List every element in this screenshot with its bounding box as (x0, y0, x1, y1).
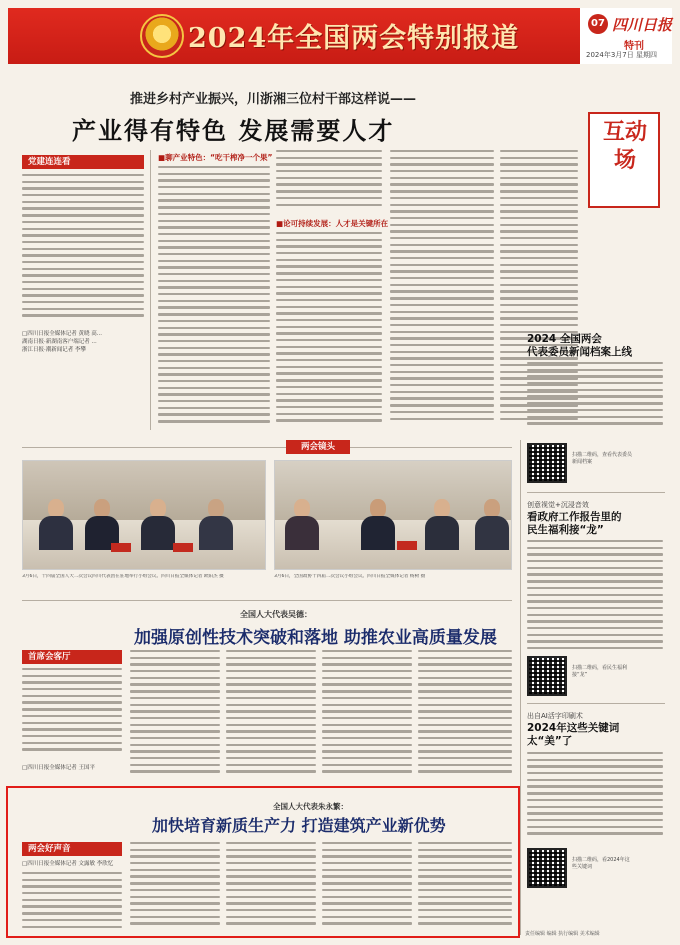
rail-item-2-headline[interactable]: 看政府工作报告里的 民生福利接“龙” (527, 511, 622, 536)
middle-column-2 (130, 650, 220, 778)
qr-code-icon[interactable] (527, 656, 567, 696)
cppcc-emblem-icon (140, 14, 184, 58)
page-footer: 责任编辑 编辑 执行编辑 美术编辑 (525, 931, 600, 937)
bottom-column-4 (322, 842, 412, 932)
lead-kicker: 推进乡村产业振兴，川浙湘三位村干部这样说—— (130, 92, 417, 107)
bottom-headline: 加快培育新质生产力 打造建筑产业新优势 (152, 816, 446, 835)
photo-left[interactable] (22, 460, 266, 570)
lead-column-2 (158, 166, 270, 431)
rail-item-1-body (527, 362, 663, 432)
lead-column-1 (22, 174, 144, 324)
qr-code-icon[interactable] (527, 443, 567, 483)
photo-right-caption: 3月6日，全国政协十四届二次会议小组会议。四川日报全媒体记者 杨树 摄 (274, 574, 426, 579)
page-number: 07 (588, 14, 608, 34)
middle-column-5 (418, 650, 512, 778)
masthead-banner (8, 8, 672, 64)
bottom-column-3 (226, 842, 316, 932)
middle-kicker: 全国人大代表吴德： (240, 610, 312, 619)
lead-subhead-2: ■论可持续发展：人才是关键所在 (276, 219, 389, 228)
lead-column-3a (276, 150, 382, 212)
qr-note-3: 扫描二维码，看2024年这些关键词 (572, 857, 630, 870)
lead-subhead-1: ■聊产业特色：“吃干榨净一个果” (158, 153, 273, 162)
edition-label: 特刊 (624, 41, 644, 52)
rail-item-3-kicker: 出自AI活字印刷术 (527, 712, 583, 720)
interact-label: 互动场 (602, 119, 647, 173)
issue-date: 2024年3月7日 星期四 (586, 51, 657, 59)
qr-note-2: 扫描二维码，看民生福利接“龙” (572, 665, 628, 678)
rail-item-2-kicker: 创意视觉+沉浸音效 (527, 501, 589, 509)
qr-note-1: 扫描二维码，查看代表委员新闻档案 (572, 452, 633, 465)
rail-item-2-body (527, 540, 663, 655)
special-report-title: 2024年全国两会特别报道 (188, 23, 520, 54)
photo-section-banner: 两会镜头 (286, 440, 350, 454)
lead-column-4 (390, 150, 494, 432)
bottom-credit: □四川日报全媒体记者 文露敏 李欣忆 (22, 861, 114, 867)
middle-headline: 加强原创性技术突破和落地 助推农业高质量发展 (134, 628, 497, 648)
section-rule (22, 600, 512, 601)
middle-credit: □四川日报全媒体记者 王国平 (22, 765, 95, 771)
rail-item-3-headline[interactable]: 2024年这些关键词 太“美”了 (527, 722, 620, 747)
lead-credit: □四川日报全媒体记者 黄晓 高... 湖南日报·新湖南客户端记者 ... 浙江日报·潮新闻记者 李攀 (22, 331, 102, 353)
lead-column-3b (276, 232, 382, 432)
bottom-kicker: 全国人大代表朱永繁： (273, 802, 348, 811)
section-rule (22, 447, 512, 448)
paper-logo: 四川日报 (612, 16, 673, 34)
bottom-column-5 (418, 842, 512, 932)
photo-left-caption: 3月6日，十四届全国人大二次会议四川代表团在驻地举行小组会议。四川日报全媒体记者 欧阳杰 摄 (22, 574, 224, 579)
bottom-column-2 (130, 842, 220, 932)
photo-right[interactable] (274, 460, 512, 570)
middle-section-tag: 首席会客厅 (22, 650, 122, 664)
rail-item-1-headline[interactable]: 2024 全国两会 代表委员新闻档案上线 (527, 333, 632, 358)
masthead-info-box (580, 8, 672, 64)
rail-divider (520, 440, 521, 935)
rail-rule (527, 492, 665, 493)
lead-section-tag: 党建连连看 (22, 155, 144, 169)
interact-panel (588, 112, 660, 208)
qr-code-icon[interactable] (527, 848, 567, 888)
column-divider (150, 150, 151, 430)
middle-column-4 (322, 650, 412, 778)
bottom-section-tag: 两会好声音 (22, 842, 122, 856)
middle-column-3 (226, 650, 316, 778)
bottom-column-1 (22, 872, 122, 932)
lead-headline: 产业得有特色 发展需要人才 (72, 116, 395, 145)
rail-item-3-body (527, 752, 663, 842)
rail-rule (527, 703, 665, 704)
middle-column-1 (22, 668, 122, 756)
